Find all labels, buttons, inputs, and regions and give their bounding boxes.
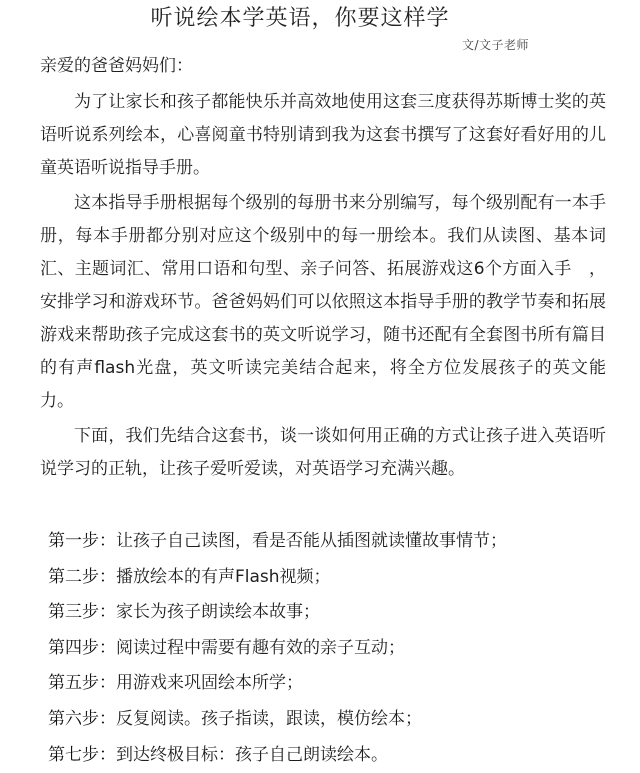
step-label: 第一步： xyxy=(48,531,116,551)
step-item xyxy=(48,666,618,702)
paragraph-transition: 下面，我们先结合这套书，谈一谈如何用正确的方式让孩子进入英语听说学习的正轨，让孩子爱听爱读，对英语学习充满兴趣。 xyxy=(40,426,606,479)
step-label: 第五步： xyxy=(48,673,116,694)
step-item xyxy=(48,560,618,596)
step-label: 第二步： xyxy=(48,566,116,587)
step-item xyxy=(48,524,618,560)
page-title: 听说绘本学英语，你要这样学 xyxy=(150,6,450,31)
author-credit: 文/文子老师 xyxy=(462,38,530,52)
step-text: 让孩子自己读图，看是否能从插图就读懂故事情节； xyxy=(116,531,507,551)
step-item xyxy=(48,702,618,738)
step-item xyxy=(48,631,618,667)
greeting: 亲爱的爸爸妈妈们： xyxy=(40,56,193,76)
step-text: 到达终极目标：孩子自己朗读绘本。 xyxy=(116,744,388,765)
step-item xyxy=(48,738,618,773)
step-label: 第六步： xyxy=(48,708,116,729)
steps-list xyxy=(48,524,618,773)
step-label: 第三步： xyxy=(48,602,116,623)
step-label: 第四步： xyxy=(48,637,116,658)
step-text: 阅读过程中需要有趣有效的亲子互动； xyxy=(116,637,405,658)
step-text: 播放绘本的有声Flash视频； xyxy=(116,566,331,587)
paragraph-handbook: 这本指导手册根据每个级别的每册书来分别编写，每个级别配有一本手册，每本手册都分别对应这个级别中的每一册绘本。我们从读图、基本词汇、主题词汇、常用口语和句型、亲子问答、拓展游戏这6个方面入手 ，安排学习和游戏环节。爸爸妈妈们可以依照这本指导手册的教学节奏和拓展游戏来帮助孩子完成这套书的英文听说学习，随书还配有全套图书所有篇目的有声flash光盘，英文听读完美结合起来，将全方位发展孩子的英文能力。 xyxy=(40,193,606,411)
step-text: 用游戏来巩固绘本所学； xyxy=(116,673,303,694)
step-text: 家长为孩子朗读绘本故事； xyxy=(116,602,320,623)
body-text xyxy=(40,86,606,488)
step-label: 第七步： xyxy=(48,744,116,765)
paragraph-intro: 为了让家长和孩子都能快乐并高效地使用这套三度获得苏斯博士奖的英语听说系列绘本，心喜阅童书特别请到我为这套书撰写了这套好看好用的儿童英语听说指导手册。 xyxy=(40,92,606,178)
step-item xyxy=(48,595,618,631)
step-text: 反复阅读。孩子指读，跟读，模仿绘本； xyxy=(116,708,422,729)
